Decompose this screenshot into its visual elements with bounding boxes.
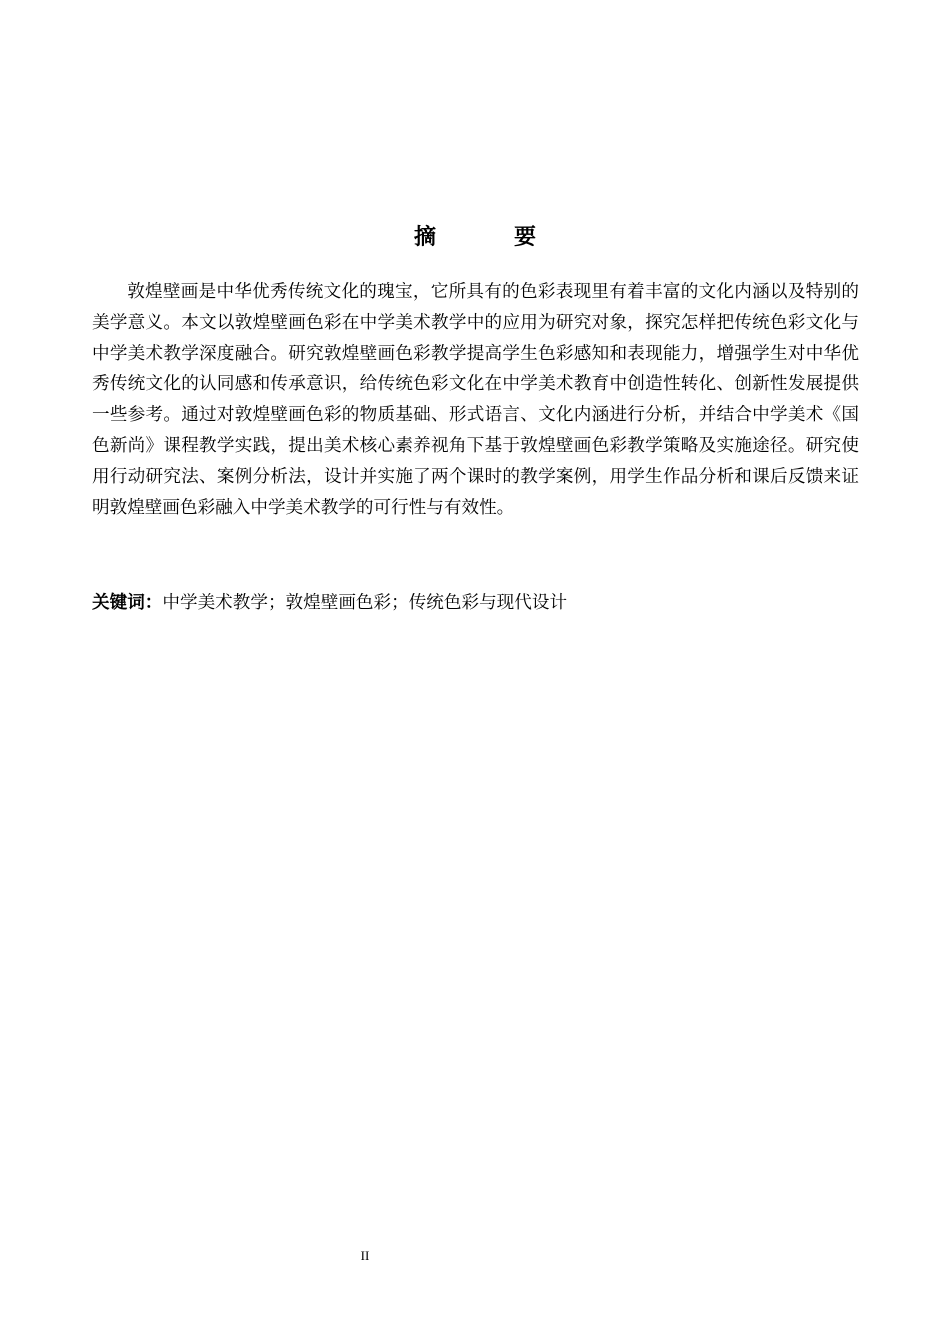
keywords-line [92, 589, 859, 617]
abstract-body: 敦煌壁画是中华优秀传统文化的瑰宝，它所具有的色彩表现里有着丰富的文化内涵以及特别的美学意义。本文以敦煌壁画色彩在中学美术教学中的应用为研究对象，探究怎样把传统色彩文化与中学美术教学深度融合。研究敦煌壁画色彩教学提高学生色彩感知和表现能力，增强学生对中华优秀传统文化的认同感和传承意识，给传统色彩文化在中学美术教育中创造性转化、创新性发展提供一些参考。通过对敦煌壁画色彩的物质基础、形式语言、文化内涵进行分析，并结合中学美术《国色新尚》课程教学实践，提出美术核心素养视角下基于敦煌壁画色彩教学策略及实施途径。研究使用行动研究法、案例分析法，设计并实施了两个课时的教学案例，用学生作品分析和课后反馈来证明敦煌壁画色彩融入中学美术教学的可行性与有效性。 [92, 282, 859, 518]
keywords-text: 中学美术教学；敦煌壁画色彩；传统色彩与现代设计 [162, 593, 568, 613]
abstract-title: 摘 要 [413, 224, 572, 250]
keywords-label: 关键词： [92, 593, 163, 613]
page-number: II [360, 1248, 370, 1263]
